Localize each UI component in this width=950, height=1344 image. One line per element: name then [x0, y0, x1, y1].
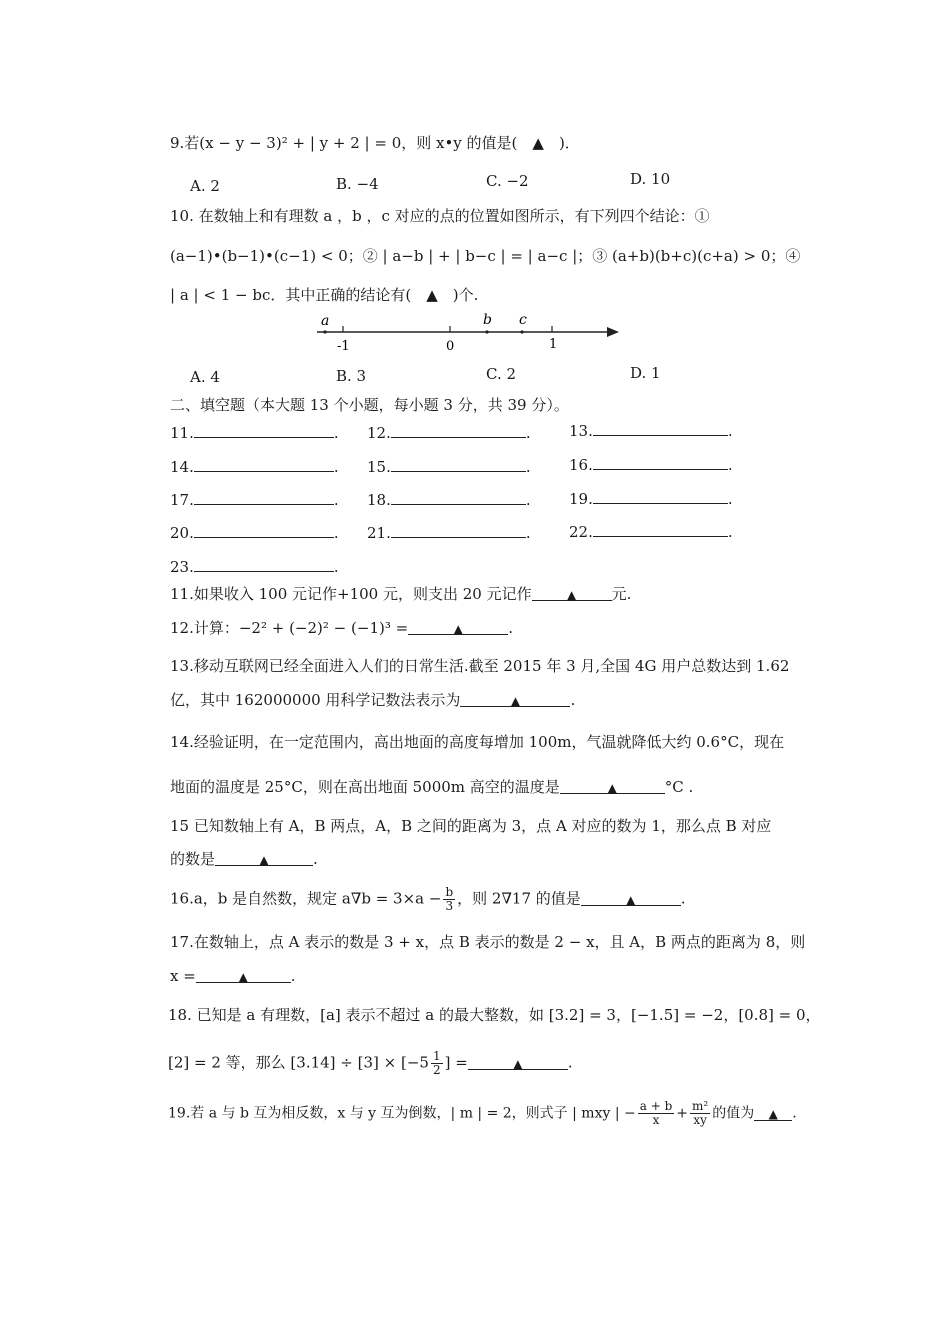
q9-option-a: A. 2 — [190, 177, 220, 195]
answer-blank-13[interactable]: 13. . — [569, 422, 733, 440]
q13-answer-blank[interactable]: ▲ — [460, 690, 570, 707]
label-a: a — [321, 313, 330, 329]
q19-fraction-1: $\frac{a + b}{x}$ — [639, 1099, 673, 1127]
q14-line2: 地面的温度是 25°C，则在高出地面 5000m 高空的温度是 ▲ °C . — [170, 778, 694, 796]
q10-line3: | a | < 1 − bc．其中正确的结论有( ▲ )个. — [170, 286, 479, 304]
answer-blank-16[interactable]: 16. . — [569, 456, 733, 474]
q10-option-d: D. 1 — [630, 364, 661, 382]
q9-option-b: B. −4 — [336, 175, 379, 193]
q10-option-b: B. 3 — [336, 367, 367, 385]
q18-answer-blank[interactable]: ▲ — [468, 1053, 568, 1070]
q10-option-c: C. 2 — [486, 365, 517, 383]
answer-blank-23[interactable]: 23. . — [170, 558, 339, 576]
answer-blank-14[interactable]: 14. . — [170, 458, 339, 476]
q15-line2: 的数是 ▲ . — [170, 850, 318, 868]
q16-answer-blank[interactable]: ▲ — [581, 889, 681, 906]
answer-blank-15[interactable]: 15. . — [367, 458, 531, 476]
q11-text: 11.如果收入 100 元记作+100 元，则支出 20 元记作 ▲ 元. — [170, 585, 632, 603]
answer-blank-21[interactable]: 21. . — [367, 524, 531, 542]
q10-line1: 10. 在数轴上和有理数 a ，b ，c 对应的点的位置如图所示，有下列四个结论：① — [170, 207, 710, 225]
q13-line1: 13.移动互联网已经全面进入人们的日常生活.截至 2015 年 3 月,全国 4G 用户总数达到 1.62 — [170, 657, 790, 675]
q19-answer-blank[interactable]: ▲ — [754, 1104, 792, 1121]
q19-text: 19.若 a 与 b 互为相反数，x 与 y 互为倒数，| m | = 2，则式子 | mxy | − $\frac{a + b}{x}$ + $\frac{\text{m²}}{xy}$ 的值为 ▲ . — [168, 1099, 797, 1127]
q15-answer-blank[interactable]: ▲ — [215, 849, 313, 866]
q14-answer-blank[interactable]: ▲ — [560, 777, 665, 794]
answer-blank-11[interactable]: 11. . — [170, 424, 339, 442]
q17-answer-blank[interactable]: ▲ — [196, 966, 291, 983]
answer-blank-19[interactable]: 19. . — [569, 490, 733, 508]
q11-answer-blank[interactable]: ▲ — [532, 584, 612, 601]
q19-fraction-2: $\frac{\text{m²}}{xy}$ — [692, 1099, 709, 1127]
q12-text: 12.计算：−2² + (−2)² − (−1)³ = ▲ . — [170, 619, 513, 637]
q14-line1: 14.经验证明，在一定范围内，高出地面的高度每增加 100m，气温就降低大约 0.6°C，现在 — [170, 733, 785, 751]
q9-option-c: C. −2 — [486, 172, 529, 190]
tick-label-zero: 0 — [446, 339, 455, 354]
q9-option-d: D. 10 — [630, 170, 671, 188]
answer-blank-20[interactable]: 20. . — [170, 524, 339, 542]
q12-answer-blank[interactable]: ▲ — [408, 618, 508, 635]
q16-text: 16.a，b 是自然数，规定 a∇b = 3×a − $\frac{b}{3}$ ，则 2∇17 的值是 ▲ . — [170, 885, 686, 913]
q17-line1: 17.在数轴上，点 A 表示的数是 3 + x，点 B 表示的数是 2 − x，且 A，B 两点的距离为 8，则 — [170, 933, 806, 951]
section2-title: 二、填空题（本大题 13 个小题，每小题 3 分，共 39 分）。 — [170, 396, 569, 414]
point-a — [323, 330, 326, 333]
q9-text: 9.若(x − y − 3)² + | y + 2 | = 0，则 x•y 的值是( ▲ )． — [170, 134, 580, 152]
tick-label-minus-one: -1 — [337, 339, 350, 354]
q10-line2: (a−1)•(b−1)•(c−1) < 0；② | a−b | + | b−c | = | a−c |；③ (a+b)(b+c)(c+a) > 0；④ — [170, 247, 801, 265]
q18-line1: 18. 已知是 a 有理数，[a] 表示不超过 a 的最大整数，如 [3.2] = 3，[−1.5] = −2，[0.8] = 0， — [168, 1006, 821, 1024]
q13-line2: 亿，其中 162000000 用科学记数法表示为 ▲ . — [170, 691, 576, 709]
q18-line2: [2] = 2 等，那么 [3.14] ÷ [3] × [−5 $\frac{1}{2}$ ] = ▲ . — [168, 1049, 573, 1077]
answer-blank-17[interactable]: 17. . — [170, 491, 339, 509]
label-b: b — [483, 312, 492, 328]
q17-line2: x = ▲ . — [170, 967, 296, 985]
number-line-arrow-icon — [607, 327, 619, 337]
point-c — [520, 330, 523, 333]
number-line-figure — [305, 310, 635, 356]
answer-blank-18[interactable]: 18. . — [367, 491, 531, 509]
q10-option-a: A. 4 — [190, 368, 220, 386]
label-c: c — [519, 312, 527, 328]
tick-label-one: 1 — [549, 337, 558, 352]
q16-fraction: $\frac{b}{3}$ — [445, 885, 454, 913]
answer-blank-22[interactable]: 22. . — [569, 523, 733, 541]
point-b — [485, 330, 488, 333]
q15-line1: 15 已知数轴上有 A，B 两点，A，B 之间的距离为 3，点 A 对应的数为 1，那么点 B 对应 — [170, 817, 772, 835]
q18-fraction: $\frac{1}{2}$ — [432, 1049, 441, 1077]
answer-blank-12[interactable]: 12. . — [367, 424, 531, 442]
